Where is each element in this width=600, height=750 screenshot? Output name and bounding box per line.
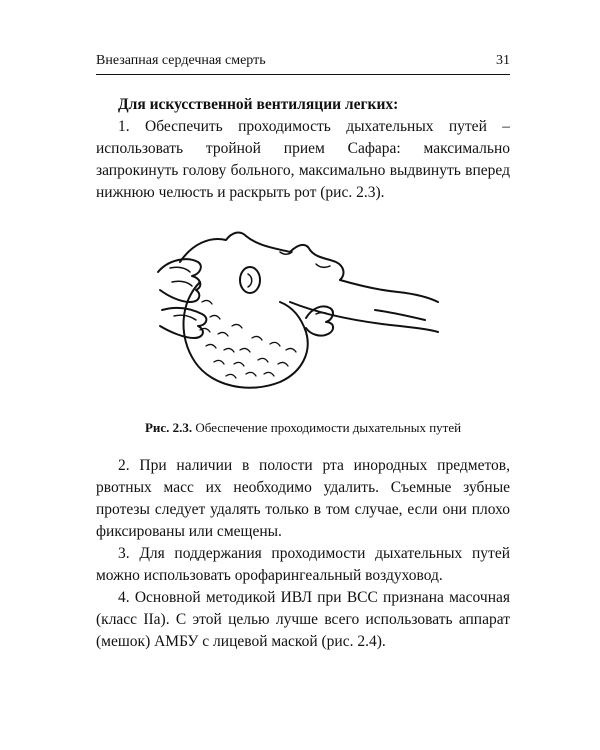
section-subheading: Для искусственной вентиляции легких: (118, 96, 399, 113)
figure-2-3 (140, 222, 440, 412)
running-title: Внезапная сердечная смерть (96, 53, 266, 68)
text-block-bottom (96, 455, 510, 653)
eye (280, 252, 292, 254)
figure-caption-text: Обеспечение проходимости дыхательных путей (195, 420, 462, 435)
face-profile (180, 233, 343, 280)
paragraph-3: 3. Для поддержания проходимости дыхательных путей можно использовать орофарингеальный воздуховод. (96, 545, 510, 584)
header-rule (96, 74, 510, 75)
clavicle-line (375, 310, 425, 320)
mouth (316, 264, 330, 267)
running-header (96, 52, 510, 70)
ear (240, 267, 260, 293)
page-number: 31 (496, 53, 510, 68)
hair-texture (200, 300, 296, 378)
paragraph-2: 2. При наличии в полости рта инородных предметов, рвотных масс их необходимо удалить. Съемные зубные протезы следует удалять только в том случае, если они плохо фиксированы или смещены. (96, 457, 510, 540)
figure-caption (96, 419, 510, 437)
figure-label: Рис. 2.3. (144, 420, 193, 435)
paragraph-1: 1. Обеспечить проходимость дыхательных путей – использовать тройной прием Сафара: максимально запрокинуть голову больного, максимально выдвинуть вперед нижнюю челюсть и раскрыть рот (рис. 2.3). (96, 118, 510, 201)
neck-line (340, 280, 438, 302)
text-block-top (96, 94, 510, 204)
airway-illustration (140, 222, 440, 412)
paragraph-4: 4. Основной методикой ИВЛ при ВСС признана масочная (класс IIa). С этой целью лучше всего использовать аппарат (мешок) АМБУ с лицевой маской (рис. 2.4). (96, 589, 510, 650)
